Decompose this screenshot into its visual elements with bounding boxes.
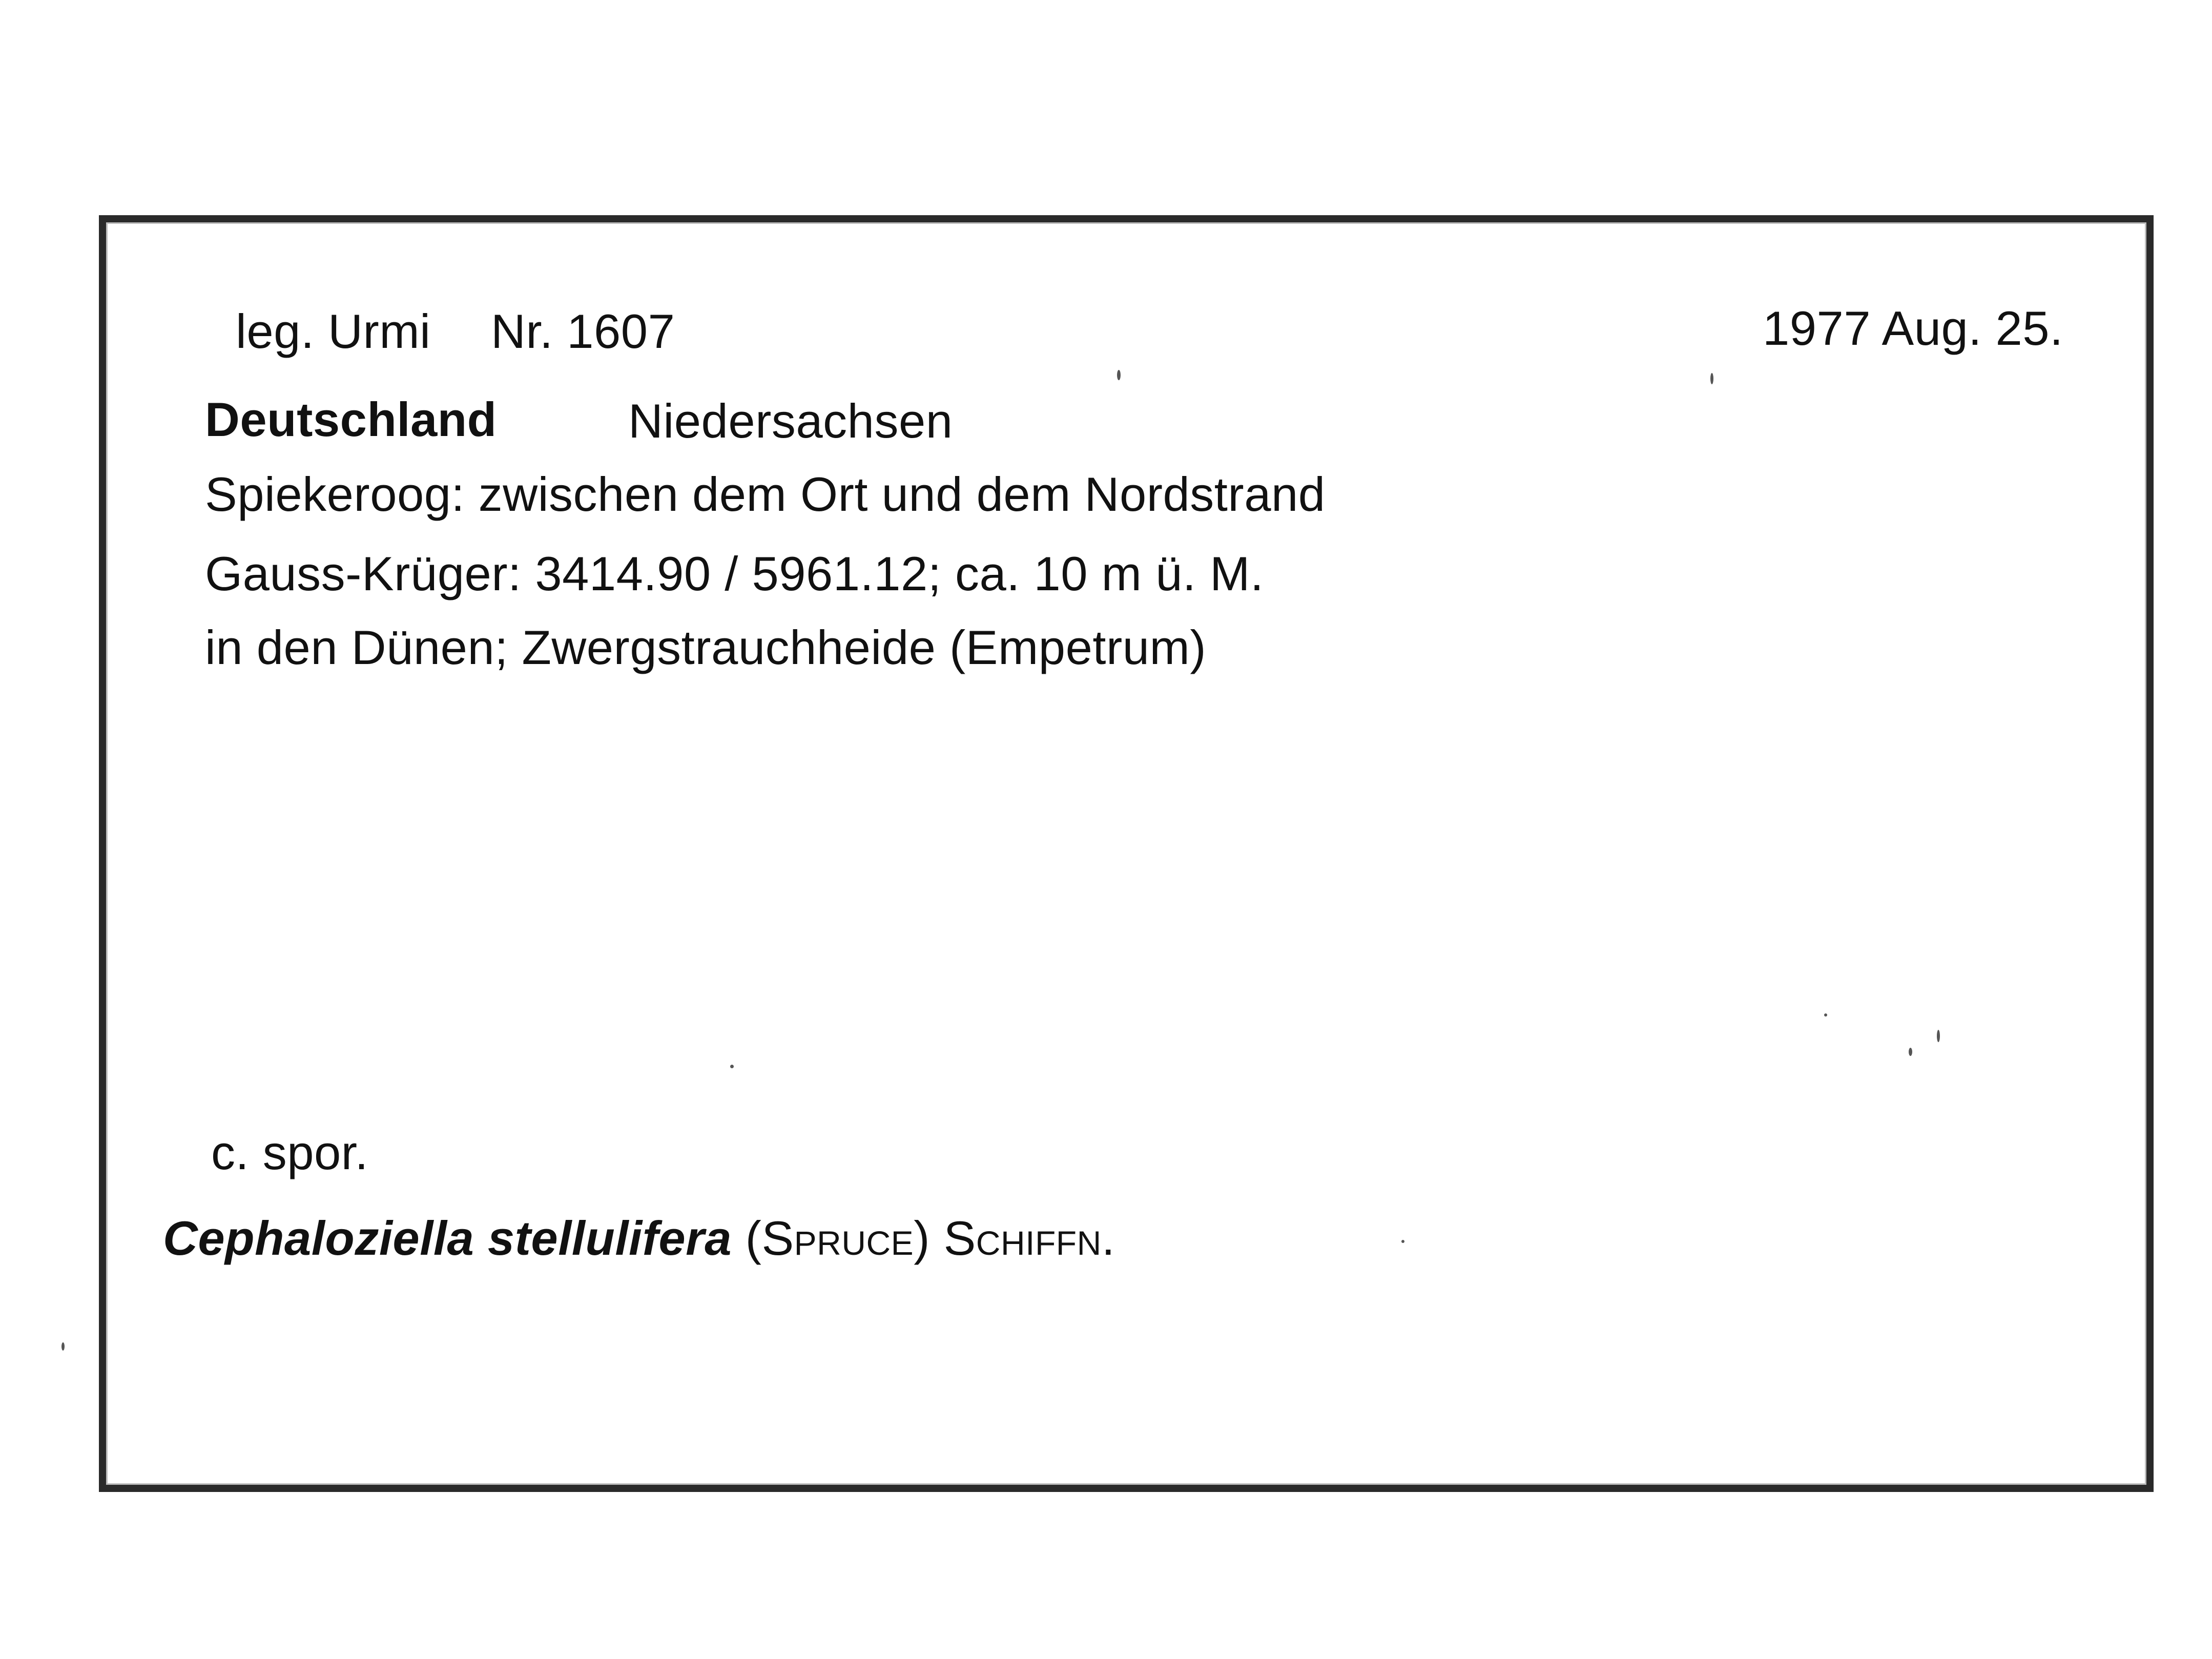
coordinates: Gauss-Krüger: 3414.90 / 5961.12; ca. 10 m ü. M. xyxy=(205,547,1264,600)
species-author: (Spruce) Schiffn. xyxy=(745,1211,1115,1265)
habitat: in den Dünen; Zwergstrauchheide (Empetrum) xyxy=(205,620,1207,674)
sporophyte-note: c. spor. xyxy=(211,1126,369,1179)
dust-speck xyxy=(1824,1013,1827,1017)
collector: leg. Urmi xyxy=(236,304,431,358)
dust-speck xyxy=(1117,370,1121,380)
collection-number: Nr. 1607 xyxy=(491,304,675,358)
country: Deutschland xyxy=(205,392,497,446)
state: Niedersachsen xyxy=(628,394,953,448)
collection-date: 1977 Aug. 25. xyxy=(1763,301,2063,355)
dust-speck xyxy=(1401,1240,1404,1243)
dust-speck xyxy=(1937,1030,1940,1042)
dust-speck xyxy=(1909,1048,1912,1056)
taxon-name xyxy=(163,1211,1115,1265)
dust-speck xyxy=(730,1065,734,1068)
dust-speck xyxy=(1710,373,1713,384)
species-name: Cephaloziella stellulifera xyxy=(163,1211,732,1265)
locality-place: Spiekeroog: zwischen dem Ort und dem Nordstrand xyxy=(205,467,1326,521)
dust-speck xyxy=(61,1342,65,1351)
